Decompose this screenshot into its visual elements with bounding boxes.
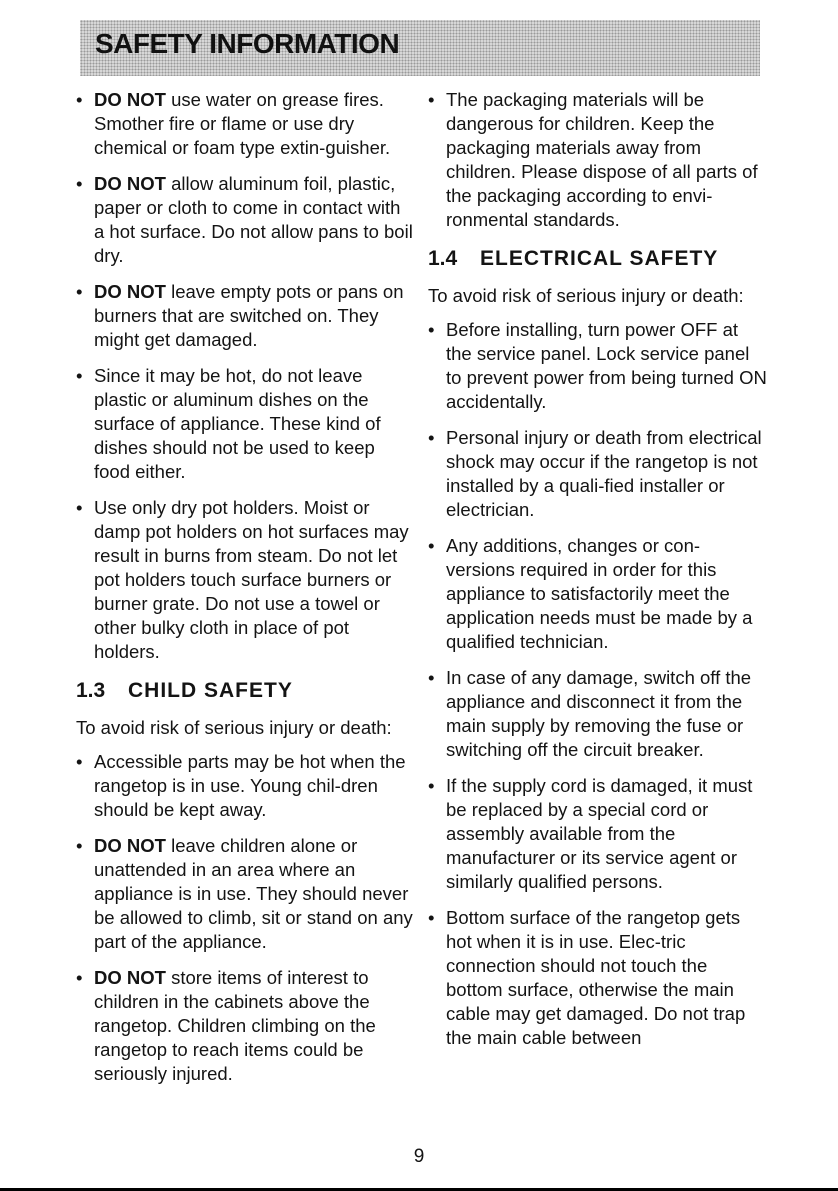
page-number: 9: [413, 1146, 425, 1167]
item-text: allow aluminum foil, plastic, paper or cloth to come in contact with a hot surface. Do not allow pans to boil dry.: [94, 173, 413, 266]
bullet-icon: •: [76, 173, 83, 194]
item-text: Personal injury or death from electrical shock may occur if the rangetop is not installed by a quali-fied installer or electrician.: [446, 427, 762, 520]
bullet-icon: •: [76, 281, 83, 302]
list-item: [428, 534, 768, 654]
bullet-icon: •: [76, 967, 83, 988]
page-title: SAFETY INFORMATION: [95, 28, 400, 59]
list-item: [76, 88, 414, 160]
bullet-icon: •: [76, 497, 83, 518]
bullet-icon: •: [428, 89, 435, 110]
item-text: In case of any damage, switch off the appliance and disconnect it from the main supply by removing the fuse or switching off the circuit breaker.: [446, 667, 752, 760]
section-intro: To avoid risk of serious injury or death:: [76, 717, 392, 738]
list-item: [428, 774, 768, 894]
list-item: [76, 966, 414, 1086]
list-item: [76, 364, 414, 484]
list-item: [428, 88, 768, 232]
emphasis-text: DO NOT: [94, 173, 166, 194]
item-text: Before installing, turn power OFF at the service panel. Lock service panel to prevent power from being turned ON accidentally.: [446, 319, 767, 412]
section-title: CHILD SAFETY: [128, 679, 293, 702]
bullet-icon: •: [428, 907, 435, 928]
list-item: [76, 834, 414, 954]
list-item: [76, 280, 414, 352]
bullet-icon: •: [76, 365, 83, 386]
list-item: [428, 426, 768, 522]
item-text: The packaging materials will be dangerous for children. Keep the packaging materials away from children. Please dispose of all parts of the packaging according to envi-ronmental standards.: [446, 89, 758, 230]
list-item: [76, 496, 414, 664]
bullet-icon: •: [428, 667, 435, 688]
bullet-icon: •: [428, 319, 435, 340]
list-item: [428, 318, 768, 414]
item-text: Bottom surface of the rangetop gets hot when it is in use. Elec-tric connection should not touch the bottom surface, otherwise the main cable may get damaged. Do not trap the main cable between: [446, 907, 746, 1048]
item-text: use water on grease fires. Smother fire or flame or use dry chemical or foam type extin-guisher.: [94, 89, 391, 158]
section-heading-electrical-safety: [428, 246, 768, 272]
section-heading-child-safety: [76, 678, 414, 704]
list-item: [428, 906, 768, 1050]
item-text: Accessible parts may be hot when the rangetop is in use. Young chil-dren should be kept away.: [94, 751, 406, 820]
section-number: 1.3: [76, 679, 106, 702]
bullet-icon: •: [428, 775, 435, 796]
item-text: store items of interest to children in the cabinets above the rangetop. Children climbing on the rangetop to reach items could be seriously injured.: [94, 967, 376, 1084]
list-item: [76, 172, 414, 268]
emphasis-text: DO NOT: [94, 835, 166, 856]
section-title: ELECTRICAL SAFETY: [480, 247, 719, 270]
list-item: [428, 666, 768, 762]
bullet-icon: •: [76, 751, 83, 772]
item-text: leave children alone or unattended in an area where an appliance is in use. They should never be allowed to climb, sit or stand on any part of the appliance.: [94, 835, 413, 952]
left-column: [76, 88, 414, 1098]
bullet-icon: •: [428, 427, 435, 448]
bullet-icon: •: [76, 89, 83, 110]
item-text: leave empty pots or pans on burners that are switched on. They might get damaged.: [94, 281, 404, 350]
item-text: If the supply cord is damaged, it must be replaced by a special cord or assembly available from the manufacturer or its service agent or similarly qualified persons.: [446, 775, 753, 892]
list-item: [76, 750, 414, 822]
section-number: 1.4: [428, 247, 458, 270]
emphasis-text: DO NOT: [94, 281, 166, 302]
section-intro: To avoid risk of serious injury or death:: [428, 285, 744, 306]
item-text: Use only dry pot holders. Moist or damp pot holders on hot surfaces may result in burns from steam. Do not let pot holders touch surface burners or burner grate. Do not use a towel or other bulky cloth in place of pot holders.: [94, 497, 409, 662]
header-banner: [80, 20, 760, 76]
right-column: [428, 88, 768, 1062]
bullet-icon: •: [428, 535, 435, 556]
item-text: Any additions, changes or con-versions required in order for this appliance to satisfactorily meet the application needs must be made by a qualified technician.: [446, 535, 753, 652]
emphasis-text: DO NOT: [94, 89, 166, 110]
emphasis-text: DO NOT: [94, 967, 166, 988]
bullet-icon: •: [76, 835, 83, 856]
item-text: Since it may be hot, do not leave plastic or aluminum dishes on the surface of appliance. These kind of dishes should not be used to keep food either.: [94, 365, 381, 482]
